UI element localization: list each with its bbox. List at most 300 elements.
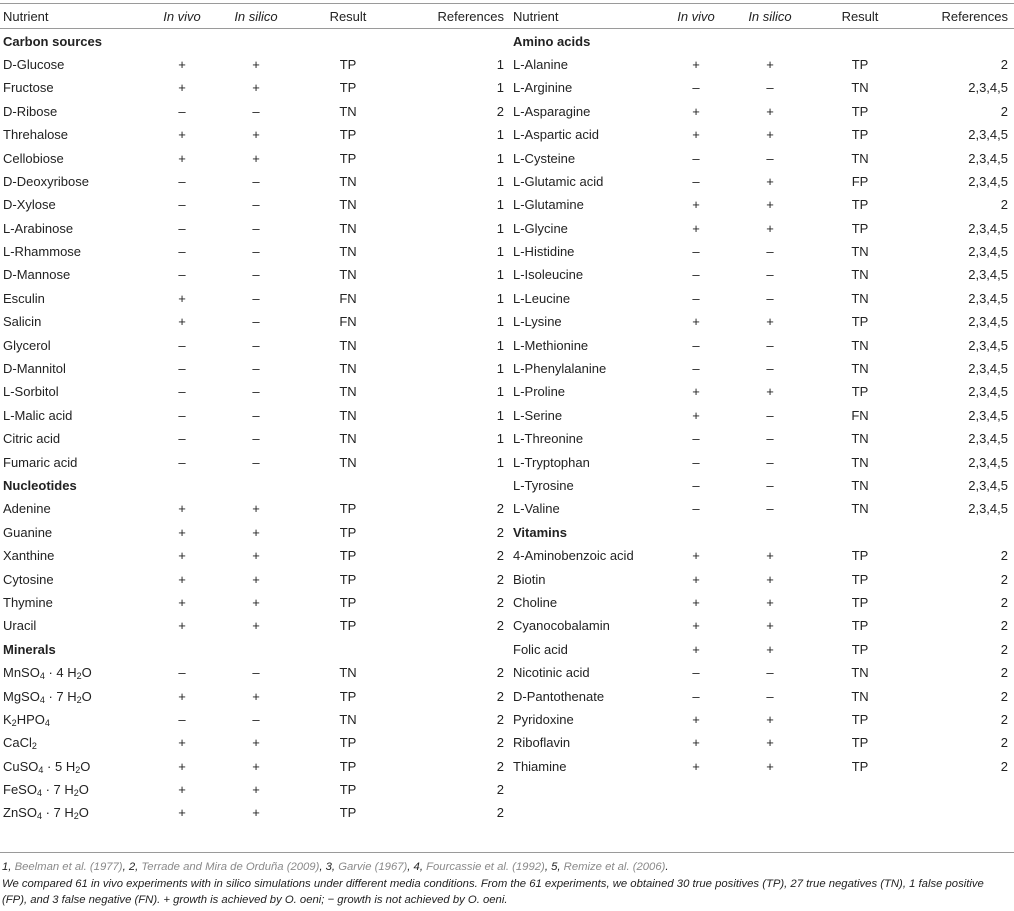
- in-silico-value: +: [252, 782, 260, 798]
- nutrient-name: Esculin: [3, 290, 45, 306]
- formula-subscript: 4: [38, 764, 44, 775]
- result-value: TN: [851, 665, 869, 681]
- col-header-references: References: [941, 9, 1008, 25]
- empty-cell: [400, 638, 510, 661]
- nutrient-name: D-Deoxyribose: [3, 173, 89, 189]
- formula-part: · 7 H: [41, 782, 74, 798]
- in-silico-value: –: [252, 197, 260, 213]
- in-vivo-value: –: [178, 711, 186, 727]
- references-value: 2: [1000, 103, 1008, 119]
- references-value: 2: [496, 548, 504, 564]
- in-silico-value: –: [766, 431, 774, 447]
- col-header-in-silico: In silico: [234, 9, 278, 25]
- result-value: TP: [851, 641, 869, 657]
- table-row: [0, 521, 1014, 544]
- result-value: TP: [851, 735, 869, 751]
- in-vivo-value: +: [692, 220, 700, 236]
- result-value: TN: [851, 80, 869, 96]
- formula-subscript: 2: [75, 764, 81, 775]
- in-silico-value: –: [766, 665, 774, 681]
- in-silico-value: +: [766, 594, 774, 610]
- in-silico-value: +: [252, 501, 260, 517]
- formula-subscript: 4: [36, 788, 42, 799]
- in-silico-value: –: [766, 454, 774, 470]
- in-vivo-value: +: [178, 782, 186, 798]
- references-value: 2: [496, 782, 504, 798]
- result-value: TN: [339, 337, 357, 353]
- formula-subscript: 2: [11, 717, 17, 728]
- result-value: TN: [851, 337, 869, 353]
- in-vivo-value: –: [178, 267, 186, 283]
- table-row: [0, 450, 1014, 473]
- empty-cell: [910, 29, 1014, 53]
- in-silico-value: +: [766, 220, 774, 236]
- in-silico-value: +: [766, 571, 774, 587]
- references-value: 2,3,4,5: [968, 478, 1008, 493]
- result-value: TP: [851, 56, 869, 72]
- in-silico-value: –: [252, 314, 260, 330]
- result-value: TN: [339, 197, 357, 213]
- nutrient-name: D-Mannitol: [3, 361, 66, 377]
- result-value: TP: [851, 571, 869, 587]
- section-heading: Carbon sources: [3, 33, 102, 49]
- empty-cell: [0, 825, 148, 848]
- table-row: [0, 638, 1014, 661]
- empty-cell: [400, 825, 510, 848]
- section-heading: Amino acids: [513, 33, 591, 49]
- result-value: TN: [851, 267, 869, 283]
- nutrient-name: L-Glutamic acid: [513, 173, 604, 189]
- result-value: TP: [851, 384, 869, 400]
- nutrient-name: [0, 661, 148, 684]
- nutrient-name: L-Tryptophan: [513, 454, 590, 470]
- references-value: 2,3,4,5: [968, 454, 1008, 470]
- formula-part: · 7 H: [44, 688, 77, 704]
- reference-number: , 5,: [544, 861, 564, 873]
- nutrient-name: Glycerol: [3, 337, 51, 353]
- nutrient-name: L-Alanine: [513, 56, 568, 72]
- result-value: TN: [339, 384, 357, 400]
- in-vivo-value: +: [178, 314, 186, 330]
- in-vivo-value: –: [692, 361, 700, 377]
- empty-cell: [730, 778, 810, 801]
- in-silico-value: –: [766, 361, 774, 377]
- result-value: TP: [851, 618, 869, 634]
- table-row: [0, 731, 1014, 754]
- in-silico-value: +: [252, 127, 260, 143]
- nutrient-name: Biotin: [513, 571, 546, 587]
- in-vivo-value: +: [692, 407, 700, 423]
- in-silico-value: +: [766, 314, 774, 330]
- references-value: 2,3,4,5: [968, 431, 1008, 447]
- result-value: TN: [339, 431, 357, 447]
- in-silico-value: –: [252, 103, 260, 119]
- in-silico-value: +: [766, 56, 774, 72]
- table-top-rule: [0, 3, 1014, 4]
- table-row: [0, 778, 1014, 801]
- in-silico-value: –: [252, 244, 260, 260]
- in-silico-value: +: [766, 384, 774, 400]
- formula-subscript: 4: [36, 811, 42, 822]
- result-value: TP: [851, 758, 869, 774]
- nutrient-name: L-Phenylalanine: [513, 361, 607, 377]
- in-silico-value: +: [252, 524, 260, 540]
- nutrient-name: L-Malic acid: [3, 407, 73, 423]
- result-value: TP: [851, 127, 869, 143]
- in-vivo-value: +: [178, 594, 186, 610]
- empty-cell: [296, 638, 400, 661]
- empty-cell: [662, 521, 730, 544]
- table-row: [0, 217, 1014, 240]
- in-silico-value: +: [252, 594, 260, 610]
- in-silico-value: –: [766, 478, 774, 493]
- references-value: 2: [496, 571, 504, 587]
- result-value: TP: [339, 80, 357, 96]
- in-vivo-value: +: [692, 197, 700, 213]
- references-value: 2: [1000, 571, 1008, 587]
- result-value: TP: [339, 735, 357, 751]
- table-row: [0, 76, 1014, 99]
- nutrient-name: Folic acid: [513, 641, 568, 657]
- empty-cell: [510, 825, 662, 848]
- in-vivo-value: +: [178, 548, 186, 564]
- table-row: [0, 310, 1014, 333]
- empty-cell: [400, 474, 510, 497]
- references-value: 2,3,4,5: [968, 501, 1008, 517]
- result-value: TN: [339, 244, 357, 260]
- references-value: 2: [496, 805, 504, 821]
- table-row: [0, 614, 1014, 637]
- in-vivo-value: –: [692, 290, 700, 306]
- references-value: 2,3,4,5: [968, 150, 1008, 166]
- in-silico-value: –: [766, 337, 774, 353]
- empty-cell: [810, 521, 910, 544]
- result-value: TN: [851, 688, 869, 704]
- table-row: [0, 170, 1014, 193]
- references-value: 2,3,4,5: [968, 80, 1008, 96]
- references-value: 2: [496, 758, 504, 774]
- table-footnotes: [2, 859, 1010, 909]
- nutrient-name: D-Xylose: [3, 197, 56, 213]
- result-value: TN: [851, 361, 869, 377]
- nutrient-name: Fructose: [3, 80, 54, 96]
- result-value: TN: [339, 407, 357, 423]
- in-vivo-value: +: [692, 711, 700, 727]
- nutrient-name: [0, 801, 148, 824]
- in-silico-value: –: [766, 267, 774, 283]
- result-value: TP: [339, 594, 357, 610]
- nutrient-name: Thiamine: [513, 758, 567, 774]
- table-row: [0, 287, 1014, 310]
- in-vivo-value: +: [692, 594, 700, 610]
- in-silico-value: +: [766, 127, 774, 143]
- in-vivo-value: +: [692, 571, 700, 587]
- in-vivo-value: +: [692, 384, 700, 400]
- nutrient-name: Citric acid: [3, 431, 61, 447]
- col-header-nutrient: Nutrient: [513, 9, 559, 25]
- references-value: 2: [1000, 641, 1008, 657]
- formula-part: O: [78, 805, 89, 821]
- nutrient-name: L-Arabinose: [3, 220, 74, 236]
- in-silico-value: +: [252, 688, 260, 704]
- empty-cell: [730, 825, 810, 848]
- result-value: TN: [851, 454, 869, 470]
- result-value: TP: [339, 127, 357, 143]
- empty-cell: [510, 778, 662, 801]
- nutrient-name: L-Rhammose: [3, 244, 82, 260]
- in-vivo-value: –: [692, 267, 700, 283]
- reference-key: [2, 859, 1010, 876]
- nutrient-name: [0, 778, 148, 801]
- references-value: 1: [496, 361, 504, 377]
- nutrient-name: [0, 731, 148, 754]
- result-value: FN: [339, 290, 357, 306]
- nutrient-name: Threhalose: [3, 127, 69, 143]
- references-value: 2: [1000, 618, 1008, 634]
- in-vivo-value: –: [178, 244, 186, 260]
- in-silico-value: –: [766, 501, 774, 517]
- references-value: 2,3,4,5: [968, 384, 1008, 400]
- references-value: 1: [496, 384, 504, 400]
- empty-cell: [148, 638, 216, 661]
- references-value: 2: [1000, 735, 1008, 751]
- in-silico-value: –: [252, 267, 260, 283]
- in-silico-value: +: [766, 103, 774, 119]
- in-vivo-value: +: [692, 735, 700, 751]
- references-value: 1: [496, 197, 504, 213]
- formula-subscript: 4: [39, 694, 45, 705]
- result-value: TN: [851, 501, 869, 517]
- nutrient-name: L-Tyrosine: [513, 478, 574, 493]
- in-vivo-value: +: [178, 80, 186, 96]
- references-value: 2: [1000, 594, 1008, 610]
- empty-cell: [662, 801, 730, 824]
- in-vivo-value: –: [178, 173, 186, 189]
- empty-cell: [810, 825, 910, 848]
- nutrient-name: [0, 755, 148, 778]
- nutrient-name: Adenine: [3, 501, 51, 517]
- nutrient-name: Fumaric acid: [3, 454, 78, 470]
- references-value: 2: [496, 594, 504, 610]
- formula-part: · 5 H: [43, 758, 76, 774]
- empty-cell: [296, 29, 400, 53]
- in-vivo-value: +: [692, 127, 700, 143]
- result-value: TP: [339, 805, 357, 821]
- table-bottom-rule: [0, 852, 1014, 853]
- nutrient-name: L-Proline: [513, 384, 566, 400]
- references-value: 1: [496, 173, 504, 189]
- in-silico-value: –: [766, 688, 774, 704]
- section-heading: Vitamins: [513, 524, 567, 540]
- formula-part: FeSO: [3, 782, 37, 798]
- in-silico-value: +: [252, 548, 260, 564]
- empty-cell: [910, 825, 1014, 848]
- nutrient-name: D-Ribose: [3, 103, 58, 119]
- formula-part: O: [80, 758, 91, 774]
- in-vivo-value: +: [692, 548, 700, 564]
- formula-part: O: [81, 688, 92, 704]
- in-silico-value: –: [252, 290, 260, 306]
- nutrient-name: L-Arginine: [513, 80, 573, 96]
- in-vivo-value: –: [178, 431, 186, 447]
- table-row: [0, 755, 1014, 778]
- result-value: TP: [339, 501, 357, 517]
- result-value: TN: [339, 361, 357, 377]
- in-vivo-value: –: [178, 337, 186, 353]
- col-header-nutrient: Nutrient: [3, 9, 49, 25]
- section-heading: Minerals: [3, 641, 56, 657]
- in-vivo-value: +: [178, 688, 186, 704]
- in-vivo-value: –: [178, 361, 186, 377]
- nutrient-name: Choline: [513, 594, 558, 610]
- empty-cell: [216, 638, 296, 661]
- empty-cell: [910, 778, 1014, 801]
- table-row: [0, 357, 1014, 380]
- col-header-in-vivo: In vivo: [677, 9, 715, 25]
- in-vivo-value: +: [178, 805, 186, 821]
- in-silico-value: +: [766, 735, 774, 751]
- nutrient-name: Xanthine: [3, 548, 55, 564]
- in-silico-value: –: [766, 290, 774, 306]
- empty-cell: [662, 778, 730, 801]
- formula-subscript: 2: [73, 788, 79, 799]
- references-value: 2: [496, 618, 504, 634]
- formula-part: K: [3, 711, 12, 727]
- nutrient-name: L-Serine: [513, 407, 563, 423]
- empty-cell: [730, 521, 810, 544]
- empty-cell: [810, 778, 910, 801]
- references-value: 1: [496, 267, 504, 283]
- nutrient-name: L-Methionine: [513, 337, 589, 353]
- in-vivo-value: –: [178, 384, 186, 400]
- empty-cell: [810, 29, 910, 53]
- formula-subscript: 2: [73, 811, 79, 822]
- formula-part: CuSO: [3, 758, 39, 774]
- result-value: TN: [339, 267, 357, 283]
- table-row: [0, 193, 1014, 216]
- nutrient-name: D-Pantothenate: [513, 688, 605, 704]
- in-silico-value: +: [252, 56, 260, 72]
- in-silico-value: +: [252, 618, 260, 634]
- in-silico-value: –: [252, 361, 260, 377]
- in-silico-value: +: [766, 711, 774, 727]
- references-value: 2,3,4,5: [968, 220, 1008, 236]
- references-value: 1: [496, 80, 504, 96]
- references-value: 2,3,4,5: [968, 244, 1008, 260]
- references-value: 2: [1000, 197, 1008, 213]
- in-vivo-value: +: [178, 127, 186, 143]
- in-silico-value: –: [252, 431, 260, 447]
- nutrient-name: [0, 708, 148, 731]
- result-value: FN: [851, 407, 869, 423]
- references-value: 1: [496, 127, 504, 143]
- in-vivo-value: –: [692, 688, 700, 704]
- references-value: 2: [496, 524, 504, 540]
- table-row: [0, 497, 1014, 520]
- in-silico-value: –: [252, 337, 260, 353]
- table-row: [0, 427, 1014, 450]
- nutrient-name: L-Aspartic acid: [513, 127, 599, 143]
- section-heading: Nucleotides: [3, 478, 77, 493]
- formula-subscript: 4: [44, 717, 50, 728]
- empty-cell: [296, 825, 400, 848]
- formula-subscript: 2: [31, 741, 37, 752]
- nutrient-name: L-Histidine: [513, 244, 575, 260]
- table-row: [0, 684, 1014, 707]
- in-vivo-value: –: [178, 407, 186, 423]
- in-vivo-value: +: [178, 735, 186, 751]
- in-vivo-value: –: [692, 244, 700, 260]
- empty-cell: [400, 29, 510, 53]
- reference-number: , 3,: [319, 861, 339, 873]
- references-value: 1: [496, 150, 504, 166]
- in-vivo-value: +: [692, 103, 700, 119]
- in-silico-value: –: [766, 244, 774, 260]
- table-row: [0, 708, 1014, 731]
- result-value: TP: [851, 594, 869, 610]
- col-header-result: Result: [841, 9, 879, 25]
- formula-part: CaCl: [3, 735, 32, 751]
- table-row: [0, 567, 1014, 590]
- table-row: [0, 53, 1014, 76]
- table-body: [0, 29, 1014, 848]
- in-vivo-value: –: [692, 665, 700, 681]
- references-value: 1: [496, 407, 504, 423]
- formula-part: HPO: [16, 711, 45, 727]
- result-value: TN: [339, 454, 357, 470]
- reference-number: , 4,: [407, 861, 427, 873]
- in-vivo-value: +: [692, 618, 700, 634]
- empty-cell: [910, 521, 1014, 544]
- reference-citation: Beelman et al. (1977): [14, 861, 123, 873]
- references-value: 2,3,4,5: [968, 361, 1008, 377]
- references-value: 2: [496, 665, 504, 681]
- references-value: 2: [1000, 56, 1008, 72]
- nutrient-name: Cyanocobalamin: [513, 618, 610, 634]
- formula-part: ZnSO: [3, 805, 37, 821]
- result-value: TN: [851, 478, 869, 493]
- col-header-in-silico: In silico: [748, 9, 792, 25]
- references-value: 1: [496, 56, 504, 72]
- table-note: We compared 61 in vivo experiments with in silico simulations under different media conditions. From the 61 experiments, we obtained 30 true positives (TP), 27 true negatives (TN), 1 false positive (FP), and 3 false negative (FN). + growth is achieved by O. oeni; − growth is not achieved by O. oeni.: [2, 877, 984, 906]
- references-value: 2: [1000, 688, 1008, 704]
- result-value: FP: [851, 173, 869, 189]
- references-value: 1: [496, 290, 504, 306]
- empty-cell: [148, 474, 216, 497]
- references-value: 2,3,4,5: [968, 173, 1008, 189]
- references-value: 2: [1000, 711, 1008, 727]
- in-silico-value: –: [252, 407, 260, 423]
- in-vivo-value: –: [692, 150, 700, 166]
- col-header-result: Result: [329, 9, 367, 25]
- table-row: [0, 474, 1014, 497]
- in-vivo-value: –: [692, 80, 700, 96]
- references-value: 2: [1000, 758, 1008, 774]
- result-value: TP: [851, 103, 869, 119]
- result-value: TP: [339, 782, 357, 798]
- result-value: TN: [851, 150, 869, 166]
- in-vivo-value: –: [692, 478, 700, 493]
- result-value: TP: [851, 548, 869, 564]
- reference-citation: Fourcassie et al. (1992): [426, 861, 545, 873]
- empty-cell: [730, 29, 810, 53]
- empty-cell: [810, 801, 910, 824]
- nutrient-name: D-Glucose: [3, 56, 65, 72]
- references-value: 2,3,4,5: [968, 127, 1008, 143]
- in-silico-value: –: [766, 150, 774, 166]
- formula-part: · 4 H: [44, 665, 77, 681]
- result-value: TP: [339, 758, 357, 774]
